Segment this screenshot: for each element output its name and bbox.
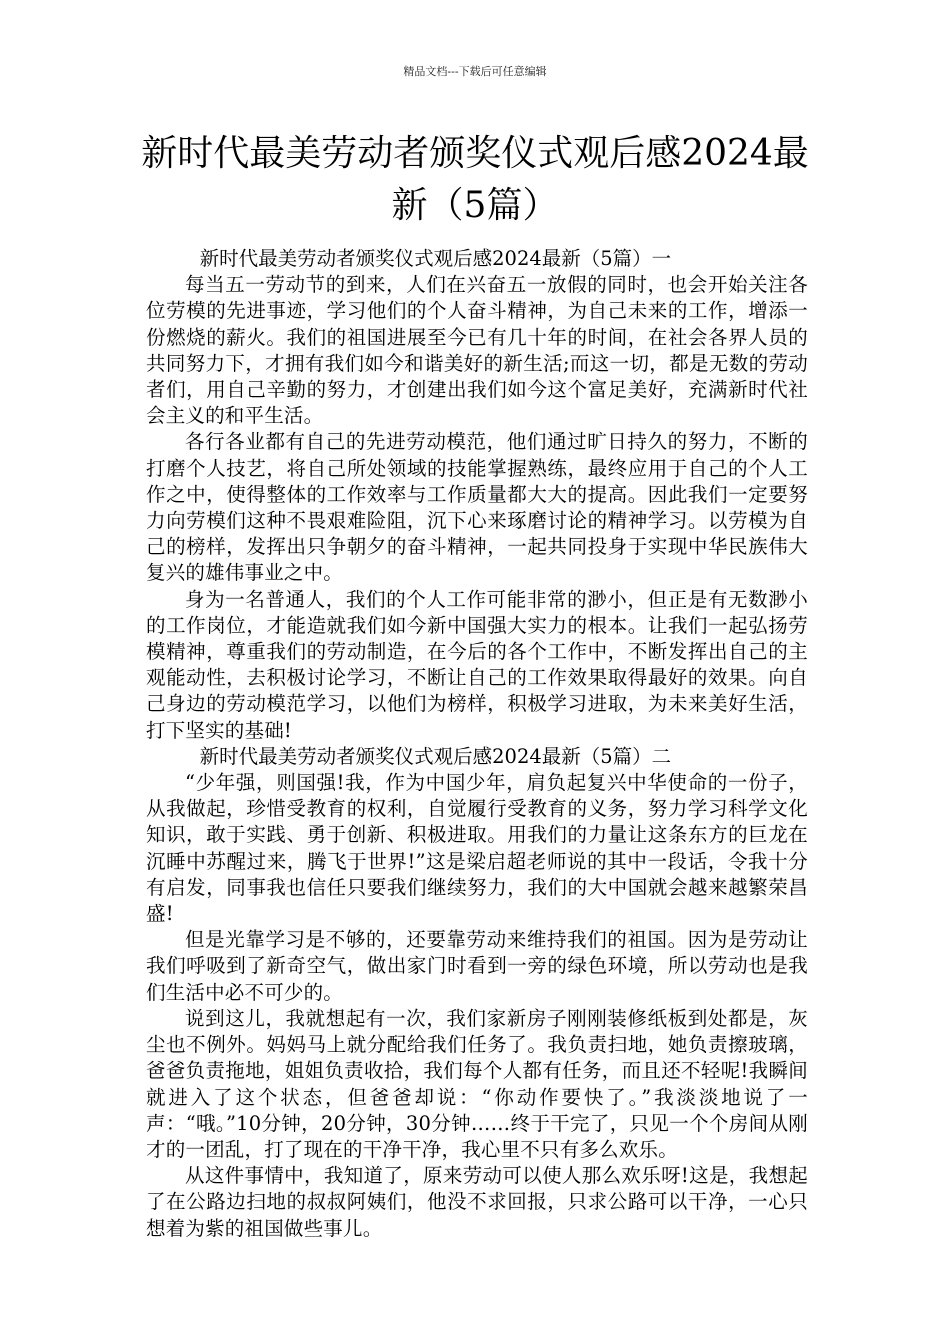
paragraph: 说到这儿，我就想起有一次，我们家新房子刚刚装修纸板到处都是，灰尘也不例外。妈妈马上就分配给我们任务了。我负责扫地，她负责擦玻璃，爸爸负责拖地，姐姐负责收拾，我们每个人都有任务，而且还不轻呢!我瞬间就进入了这个状态，但爸爸却说：“你动作要快了。”我淡淡地说了一声：“哦。”10分钟，20分钟，30分钟……终于干完了，只见一个个房间从刚才的一团乱，打了现在的干净干净，我心里不只有多么欢乐。 (146, 1006, 808, 1161)
paragraph: 从这件事情中，我知道了，原来劳动可以使人那么欢乐呀!这是，我想起了在公路边扫地的叔叔阿姨们，他没不求回报，只求公路可以干净，一心只想着为紫的祖国做些事儿。 (146, 1164, 808, 1240)
section-heading-1: 新时代最美劳动者颁奖仪式观后感2024最新（5篇）一 (199, 247, 672, 270)
paragraph: “少年强，则国强!我，作为中国少年，肩负起复兴中华使命的一份子，从我做起，珍惜受教育的权利，自觉履行受教育的义务，努力学习科学文化知识，敢于实践、勇于创新、积极进取。用我们的力量让这条东方的巨龙在沉睡中苏醒过来，腾飞于世界!”这是梁启超老师说的其中一段话，令我十分有启发，同事我也信任只要我们继续努力，我们的大中国就会越来越繁荣昌盛! (146, 771, 808, 926)
section-heading-2: 新时代最美劳动者颁奖仪式观后感2024最新（5篇）二 (199, 744, 672, 768)
paragraph: 但是光靠学习是不够的，还要靠劳动来维持我们的祖国。因为是劳动让我们呼吸到了新奇空气，做出家门时看到一旁的绿色环境，所以劳动也是我们生活中必不可少的。 (146, 928, 808, 1004)
document-body (146, 246, 808, 1242)
page-title: 新时代最美劳动者颁奖仪式观后感2024最新（5篇） (141, 133, 809, 226)
header-note: 精品文档---下载后可任意编辑 (403, 65, 547, 78)
paragraph: 每当五一劳动节的到来，人们在兴奋五一放假的同时，也会开始关注各位劳模的先进事迹，学习他们的个人奋斗精神，为自己未来的工作，增添一份燃烧的薪火。我们的祖国进展至今已有几十年的时间，在社会各界人员的共同努力下，才拥有我们如今和谐美好的新生活;而这一切，都是无数的劳动者们，用自己辛勤的努力，才创建出我们如今这个富足美好，充满新时代社会主义的和平生活。 (146, 273, 808, 428)
paragraph: 各行各业都有自己的先进劳动模范，他们通过旷日持久的努力，不断的打磨个人技艺，将自己所处领域的技能掌握熟练，最终应用于自己的个人工作之中，使得整体的工作效率与工作质量都大大的提高。因此我们一定要努力向劳模们这种不畏艰难险阻，沉下心来琢磨讨论的精神学习。以劳模为自己的榜样，发挥出只争朝夕的奋斗精神，一起共同投身于实现中华民族伟大复兴的雄伟事业之中。 (146, 430, 808, 585)
paragraph: 身为一名普通人，我们的个人工作可能非常的渺小，但正是有无数渺小的工作岗位，才能造就我们如今新中国强大实力的根本。让我们一起弘扬劳模精神，尊重我们的劳动制造，在今后的各个工作中，不断发挥出自己的主观能动性，去积极讨论学习，不断让自己的工作效果取得最好的效果。向自己身边的劳动模范学习，以他们为榜样，积极学习进取，为未来美好生活，打下坚实的基础! (146, 587, 808, 742)
